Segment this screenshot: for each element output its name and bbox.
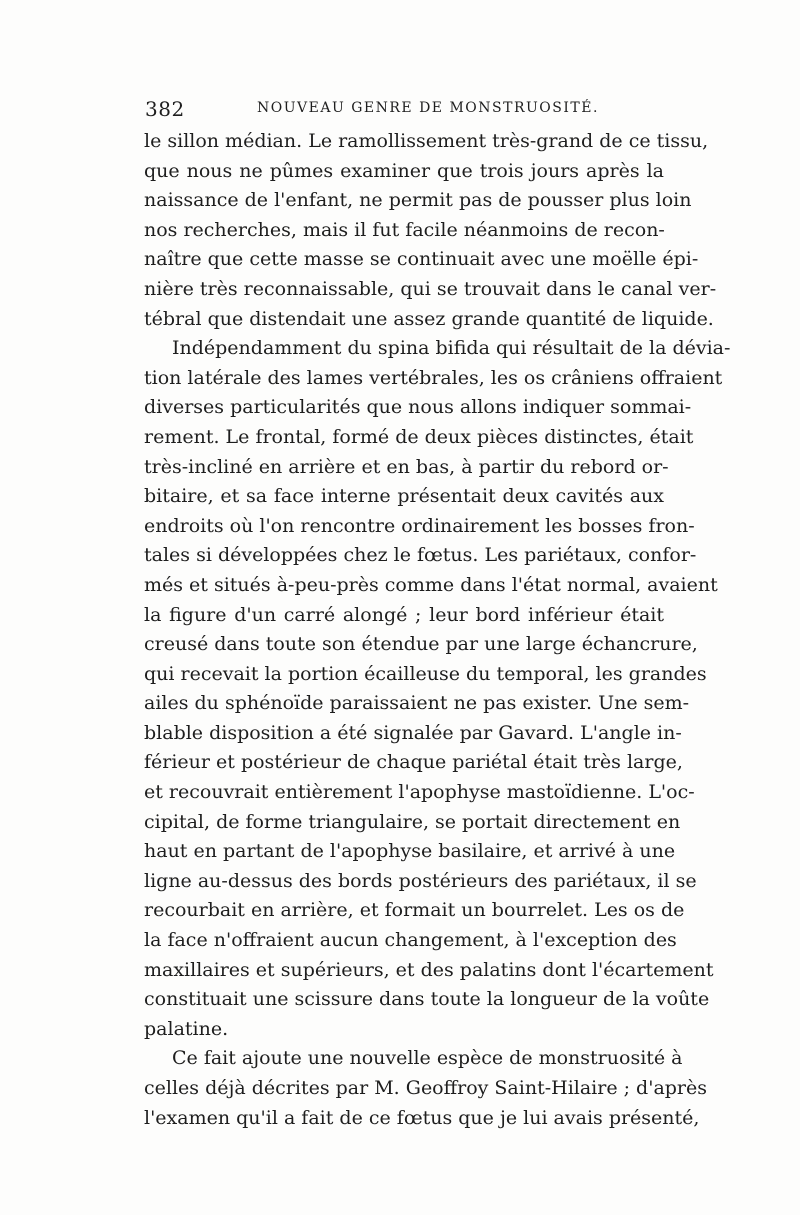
text-line: qui recevait la portion écailleuse du temporal, les grandes (144, 662, 707, 685)
text-line: nière très reconnaissable, qui se trouvait dans le canal ver- (144, 277, 717, 300)
text-line: tébral que distendait une assez grande quantité de liquide. (144, 307, 714, 330)
text-line: celles déjà décrites par M. Geoffroy Saint-Hilaire ; d'après (144, 1077, 708, 1099)
text-line: blable disposition a été signalée par Gavard. L'angle in- (144, 721, 682, 744)
text-line: Indépendamment du spina bifida qui résultait de la dévia- (172, 337, 731, 360)
text-line: nos recherches, mais il fut facile néanmoins de recon- (144, 218, 665, 241)
text-line: le sillon médian. Le ramollissement très-grand de ce tissu, (144, 130, 709, 152)
text-line: creusé dans toute son étendue par une large échancrure, (144, 633, 698, 656)
text-line: tales si développées chez le fœtus. Les pariétaux, confor- (144, 544, 697, 567)
text-line: la face n'offraient aucun changement, à l'exception des (144, 929, 677, 952)
page-number: 382 (145, 97, 185, 121)
text-line: et recouvrait entièrement l'apophyse mastoïdienne. L'oc- (144, 781, 695, 804)
text-line: constituait une scissure dans toute la longueur de la voûte (144, 988, 710, 1011)
text-line: palatine. (144, 1017, 229, 1040)
text-line: que nous ne pûmes examiner que trois jours après la (144, 159, 664, 182)
text-line: tion latérale des lames vertébrales, les os crâniens offraient (144, 366, 723, 389)
text-line: la figure d'un carré alongé ; leur bord inférieur était (144, 603, 664, 626)
text-line: férieur et postérieur de chaque pariétal était très large, (144, 751, 683, 774)
paragraph (144, 127, 717, 334)
text-line: més et situés à-peu-près comme dans l'état normal, avaient (144, 573, 718, 596)
body-text (144, 127, 731, 1133)
text-line: endroits où l'on rencontre ordinairement les bosses fron- (144, 514, 695, 537)
text-line: Ce fait ajoute une nouvelle espèce de monstruosité à (172, 1047, 683, 1070)
text-line: ailes du sphénoïde paraissaient ne pas exister. Une sem- (144, 692, 690, 715)
text-line: haut en partant de l'apophyse basilaire, et arrivé à une (144, 840, 676, 863)
paragraph (144, 1044, 708, 1133)
paragraph (144, 334, 731, 1044)
text-line: l'examen qu'il a fait de ce fœtus que je lui avais présenté, (144, 1106, 700, 1129)
text-line: ligne au-dessus des bords postérieurs des pariétaux, il se (144, 869, 697, 892)
text-line: rement. Le frontal, formé de deux pièces distinctes, était (144, 425, 694, 448)
text-line: naître que cette masse se continuait avec une moëlle épi- (144, 248, 699, 271)
text-line: cipital, de forme triangulaire, se portait directement en (144, 810, 681, 833)
running-title: NOUVEAU GENRE DE MONSTRUOSITÉ. (257, 100, 599, 116)
text-line: diverses particularités que nous allons indiquer sommai- (144, 396, 692, 419)
text-line: bitaire, et sa face interne présentait deux cavités aux (144, 485, 664, 508)
text-line: naissance de l'enfant, ne permit pas de pousser plus loin (144, 189, 692, 212)
running-head (145, 97, 660, 123)
text-line: maxillaires et supérieurs, et des palatins dont l'écartement (144, 958, 714, 981)
text-line: recourbait en arrière, et formait un bourrelet. Les os de (144, 899, 685, 922)
text-line: très-incliné en arrière et en bas, à partir du rebord or- (144, 455, 669, 478)
